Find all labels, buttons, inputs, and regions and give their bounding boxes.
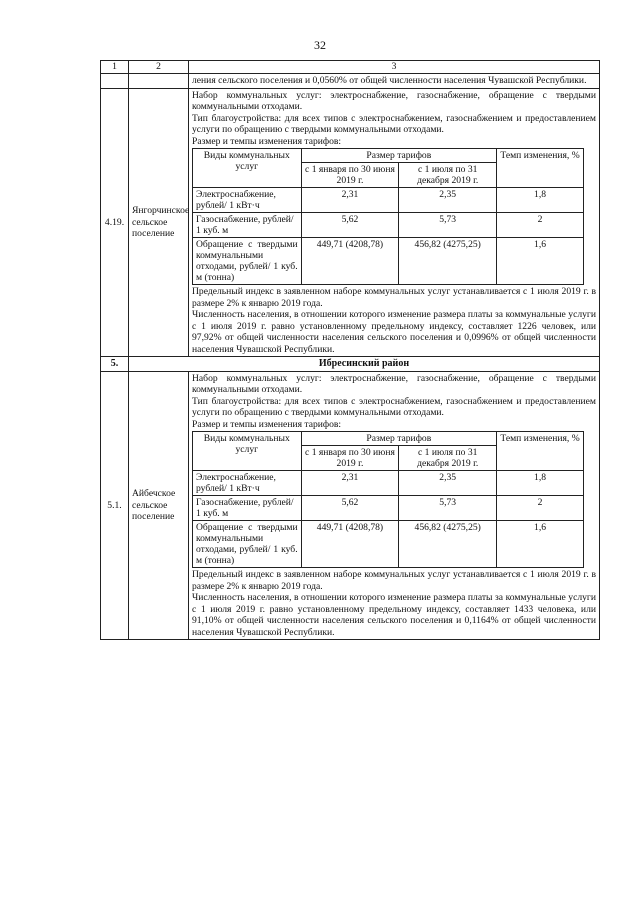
continuation-text: ления сельского поселения и 0,0560% от общей численности населения Чувашской Республики. (189, 74, 600, 89)
service-name: Электроснабжение, рублей/ 1 кВт·ч (193, 188, 302, 213)
continuation-row (101, 74, 600, 89)
tariff-period-1: 449,71 (4208,78) (301, 521, 399, 568)
change-rate: 1,8 (497, 471, 584, 496)
tariff-document-table (100, 60, 600, 640)
tariff-table (192, 431, 584, 568)
service-name: Газоснабжение, рублей/ 1 куб. м (193, 496, 302, 521)
tariff-row (193, 471, 584, 496)
change-rate: 1,6 (497, 238, 584, 285)
tariff-row (193, 496, 584, 521)
entry-number: 5.1. (101, 371, 129, 640)
head-period-2: с 1 июля по 31 декабря 2019 г. (399, 446, 497, 471)
services-text: Набор коммунальных услуг: электроснабжение, газоснабжение, обращение с твердыми коммунальными отходами. (192, 89, 596, 112)
service-name: Газоснабжение, рублей/ 1 куб. м (193, 213, 302, 238)
tariff-row (193, 188, 584, 213)
tariff-period-2: 5,73 (399, 213, 497, 238)
service-name: Обращение с твердыми коммунальными отходами, рублей/ 1 куб. м (тонна) (193, 521, 302, 568)
tariff-period-2: 456,82 (4275,25) (399, 521, 497, 568)
change-rate: 1,8 (497, 188, 584, 213)
entry-row-5-1 (101, 371, 600, 640)
entry-row-4-19 (101, 88, 600, 357)
section-title: Ибресинский район (129, 357, 600, 372)
amenity-text: Тип благоустройства: для всех типов с электроснабжением, газоснабжением и предоставлением услуги по обращению с твердыми коммунальными отходами. (192, 112, 596, 135)
entry-number: 4.19. (101, 88, 129, 357)
services-text: Набор коммунальных услуг: электроснабжение, газоснабжение, обращение с твердыми коммунальными отходами. (192, 372, 596, 395)
tariff-period-1: 449,71 (4208,78) (301, 238, 399, 285)
population-text: Численность населения, в отношении которого изменение размера платы за коммунальные услуги с 1 июля 2019 г. равно установленному предельному индексу, составляет 1226 человек, или 97,92% от общей численности населения сельского поселения и 0,0996% от общей численности населения Чувашской Республики. (192, 309, 596, 355)
entry-content (189, 88, 600, 357)
header-col-3: 3 (189, 61, 600, 74)
tariff-period-1: 5,62 (301, 213, 399, 238)
settlement-name: Янгорчинское сельское поселение (129, 88, 189, 357)
column-header-row (101, 61, 600, 74)
head-service-types: Виды коммунальных услуг (193, 149, 302, 188)
section-row (101, 357, 600, 372)
tariff-row (193, 238, 584, 285)
change-rate: 2 (497, 496, 584, 521)
limit-index-text: Предельный индекс в заявленном наборе коммунальных услуг устанавливается с 1 июля 2019 г. в размере 2% к январю 2019 года. (192, 286, 596, 309)
head-tariff-size: Размер тарифов (301, 432, 496, 446)
tariff-period-1: 2,31 (301, 188, 399, 213)
tariff-period-2: 456,82 (4275,25) (399, 238, 497, 285)
head-change-rate: Темп изменения, % (497, 432, 584, 471)
settlement-name: Айбечское сельское поселение (129, 371, 189, 640)
tariff-period-1: 5,62 (301, 496, 399, 521)
header-col-1: 1 (101, 61, 129, 74)
tariff-period-1: 2,31 (301, 471, 399, 496)
head-period-2: с 1 июля по 31 декабря 2019 г. (399, 163, 497, 188)
change-rate: 1,6 (497, 521, 584, 568)
tariff-title: Размер и темпы изменения тарифов: (192, 418, 342, 430)
service-name: Обращение с твердыми коммунальными отходами, рублей/ 1 куб. м (тонна) (193, 238, 302, 285)
head-period-1: с 1 января по 30 июня 2019 г. (301, 446, 399, 471)
tariff-row (193, 521, 584, 568)
tariff-period-2: 2,35 (399, 471, 497, 496)
tariff-title: Размер и темпы изменения тарифов: (192, 135, 342, 147)
head-change-rate: Темп изменения, % (497, 149, 584, 188)
population-text: Численность населения, в отношении которого изменение размера платы за коммунальные услуги с 1 июля 2019 г. равно установленному предельному индексу, составляет 1433 человека, или 91,10% от общей численности населения сельского поселения и 0,1164% от общей численности населения Чувашской Республики. (192, 592, 596, 638)
head-tariff-size: Размер тарифов (301, 149, 496, 163)
tariff-period-2: 2,35 (399, 188, 497, 213)
tariff-row (193, 213, 584, 238)
head-service-types: Виды коммунальных услуг (193, 432, 302, 471)
limit-index-text: Предельный индекс в заявленном наборе коммунальных услуг устанавливается с 1 июля 2019 г. в размере 2% к январю 2019 года. (192, 569, 596, 592)
change-rate: 2 (497, 213, 584, 238)
tariff-period-2: 5,73 (399, 496, 497, 521)
section-number: 5. (101, 357, 129, 372)
entry-content (189, 371, 600, 640)
amenity-text: Тип благоустройства: для всех типов с электроснабжением, газоснабжением и предоставлением услуги по обращению с твердыми коммунальными отходами. (192, 395, 596, 418)
tariff-table (192, 148, 584, 285)
service-name: Электроснабжение, рублей/ 1 кВт·ч (193, 471, 302, 496)
head-period-1: с 1 января по 30 июня 2019 г. (301, 163, 399, 188)
page-number: 32 (314, 38, 326, 52)
header-col-2: 2 (129, 61, 189, 74)
